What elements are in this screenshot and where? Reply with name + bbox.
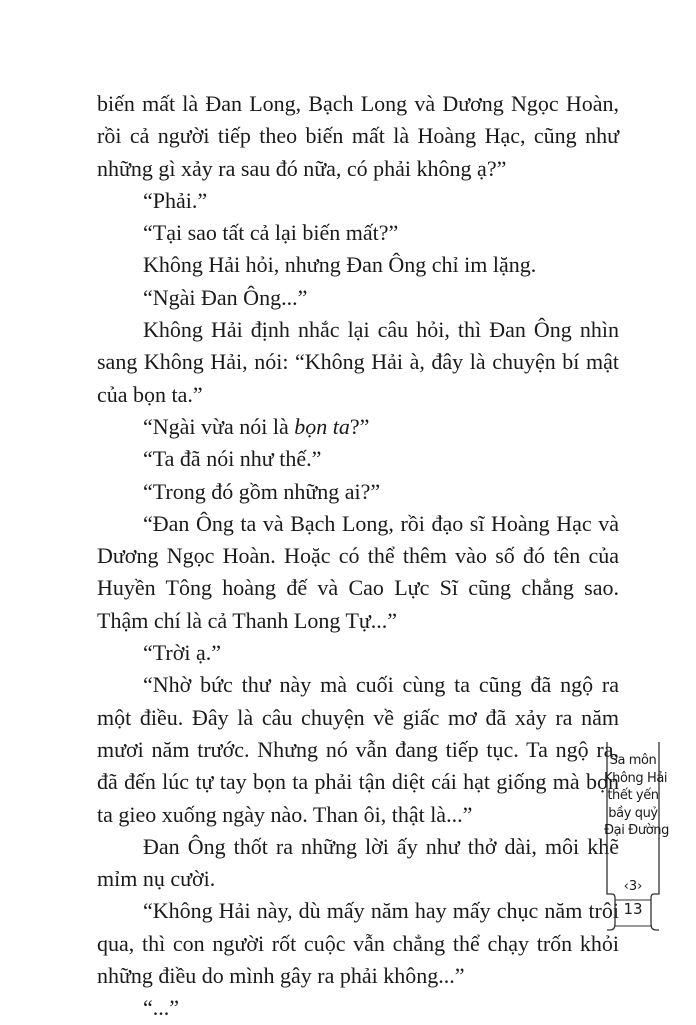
text-segment: “Đan Ông ta và Bạch Long, rồi đạo sĩ Hoàng Hạc và Dương Ngọc Hoàn. Hoặc có thể thêm vào số đó tên của Huyền Tông hoàng đế và Cao Lực Sĩ cũng chẳng sao. Thậm chí là cả Thanh Long Tự...” xyxy=(97,510,619,633)
paragraph xyxy=(97,895,619,992)
paragraph xyxy=(97,637,619,669)
text-segment: biến mất là Đan Long, Bạch Long và Dương Ngọc Hoàn, rồi cả người tiếp theo biến mất là Hoàng Hạc, cũng như những gì xảy ra sau đó nữa, có phải không ạ?” xyxy=(97,91,619,181)
book-title-line: Sa môn xyxy=(609,753,657,768)
body-text xyxy=(97,88,619,1025)
book-title-line: Đại Đường xyxy=(604,823,669,838)
text-segment: “Trong đó gồm những ai?” xyxy=(143,478,381,504)
text-segment: “Nhờ bức thư này mà cuối cùng ta cũng đã ngộ ra một điều. Đây là câu chuyện về giấc mơ đã xảy ra năm mươi năm trước. Nhưng nó vẫn đang tiếp tục. Ta ngộ ra, đã đến lúc tự tay bọn ta phải tận diệt cái hạt giống mà bọn ta gieo xuống ngày nào. Than ôi, thật là...” xyxy=(97,672,619,827)
text-segment: Đan Ông thốt ra những lời ấy như thở dài, môi khẽ mỉm nụ cười. xyxy=(97,833,619,892)
paragraph xyxy=(97,185,619,217)
paragraph xyxy=(97,217,619,249)
italic-text: bọn ta xyxy=(294,413,350,439)
text-segment: “Ngài Đan Ông...” xyxy=(143,284,308,310)
paragraph xyxy=(97,831,619,896)
text-segment: ?” xyxy=(349,413,370,439)
text-segment: “Tại sao tất cả lại biến mất?” xyxy=(143,220,399,246)
book-title-line: bầy quỷ xyxy=(608,805,658,821)
book-title-line: Không Hải xyxy=(604,770,668,786)
text-segment: “Trời ạ.” xyxy=(143,640,222,666)
text-segment: Không Hải định nhắc lại câu hỏi, thì Đan Ông nhìn sang Không Hải, nói: “Không Hải à, đây là chuyện bí mật của bọn ta.” xyxy=(97,317,619,407)
book-title xyxy=(604,752,669,840)
side-tab xyxy=(604,742,669,932)
text-segment: “Phải.” xyxy=(143,187,208,213)
paragraph xyxy=(97,443,619,475)
text-segment: Không Hải hỏi, nhưng Đan Ông chỉ im lặng. xyxy=(143,252,537,278)
paragraph xyxy=(97,669,619,830)
paragraph xyxy=(97,411,619,443)
paragraph xyxy=(97,282,619,314)
text-segment: “Ta đã nói như thế.” xyxy=(143,446,322,472)
paragraph xyxy=(97,476,619,508)
page-number: 13 xyxy=(623,900,643,918)
paragraph xyxy=(97,314,619,411)
paragraph xyxy=(97,508,619,637)
paragraph xyxy=(97,249,619,281)
paragraph xyxy=(97,88,619,185)
volume-number: ‹3› xyxy=(623,879,643,894)
text-segment: “...” xyxy=(143,995,180,1021)
paragraph xyxy=(97,992,619,1024)
text-segment: “Ngài vừa nói là xyxy=(143,413,295,439)
text-segment: “Không Hải này, dù mấy năm hay mấy chục năm trôi qua, thì con người rốt cuộc vẫn chẳng thể chạy trốn khỏi những điều do mình gây ra phải không...” xyxy=(97,898,619,989)
book-title-line: thết yến xyxy=(607,788,659,803)
